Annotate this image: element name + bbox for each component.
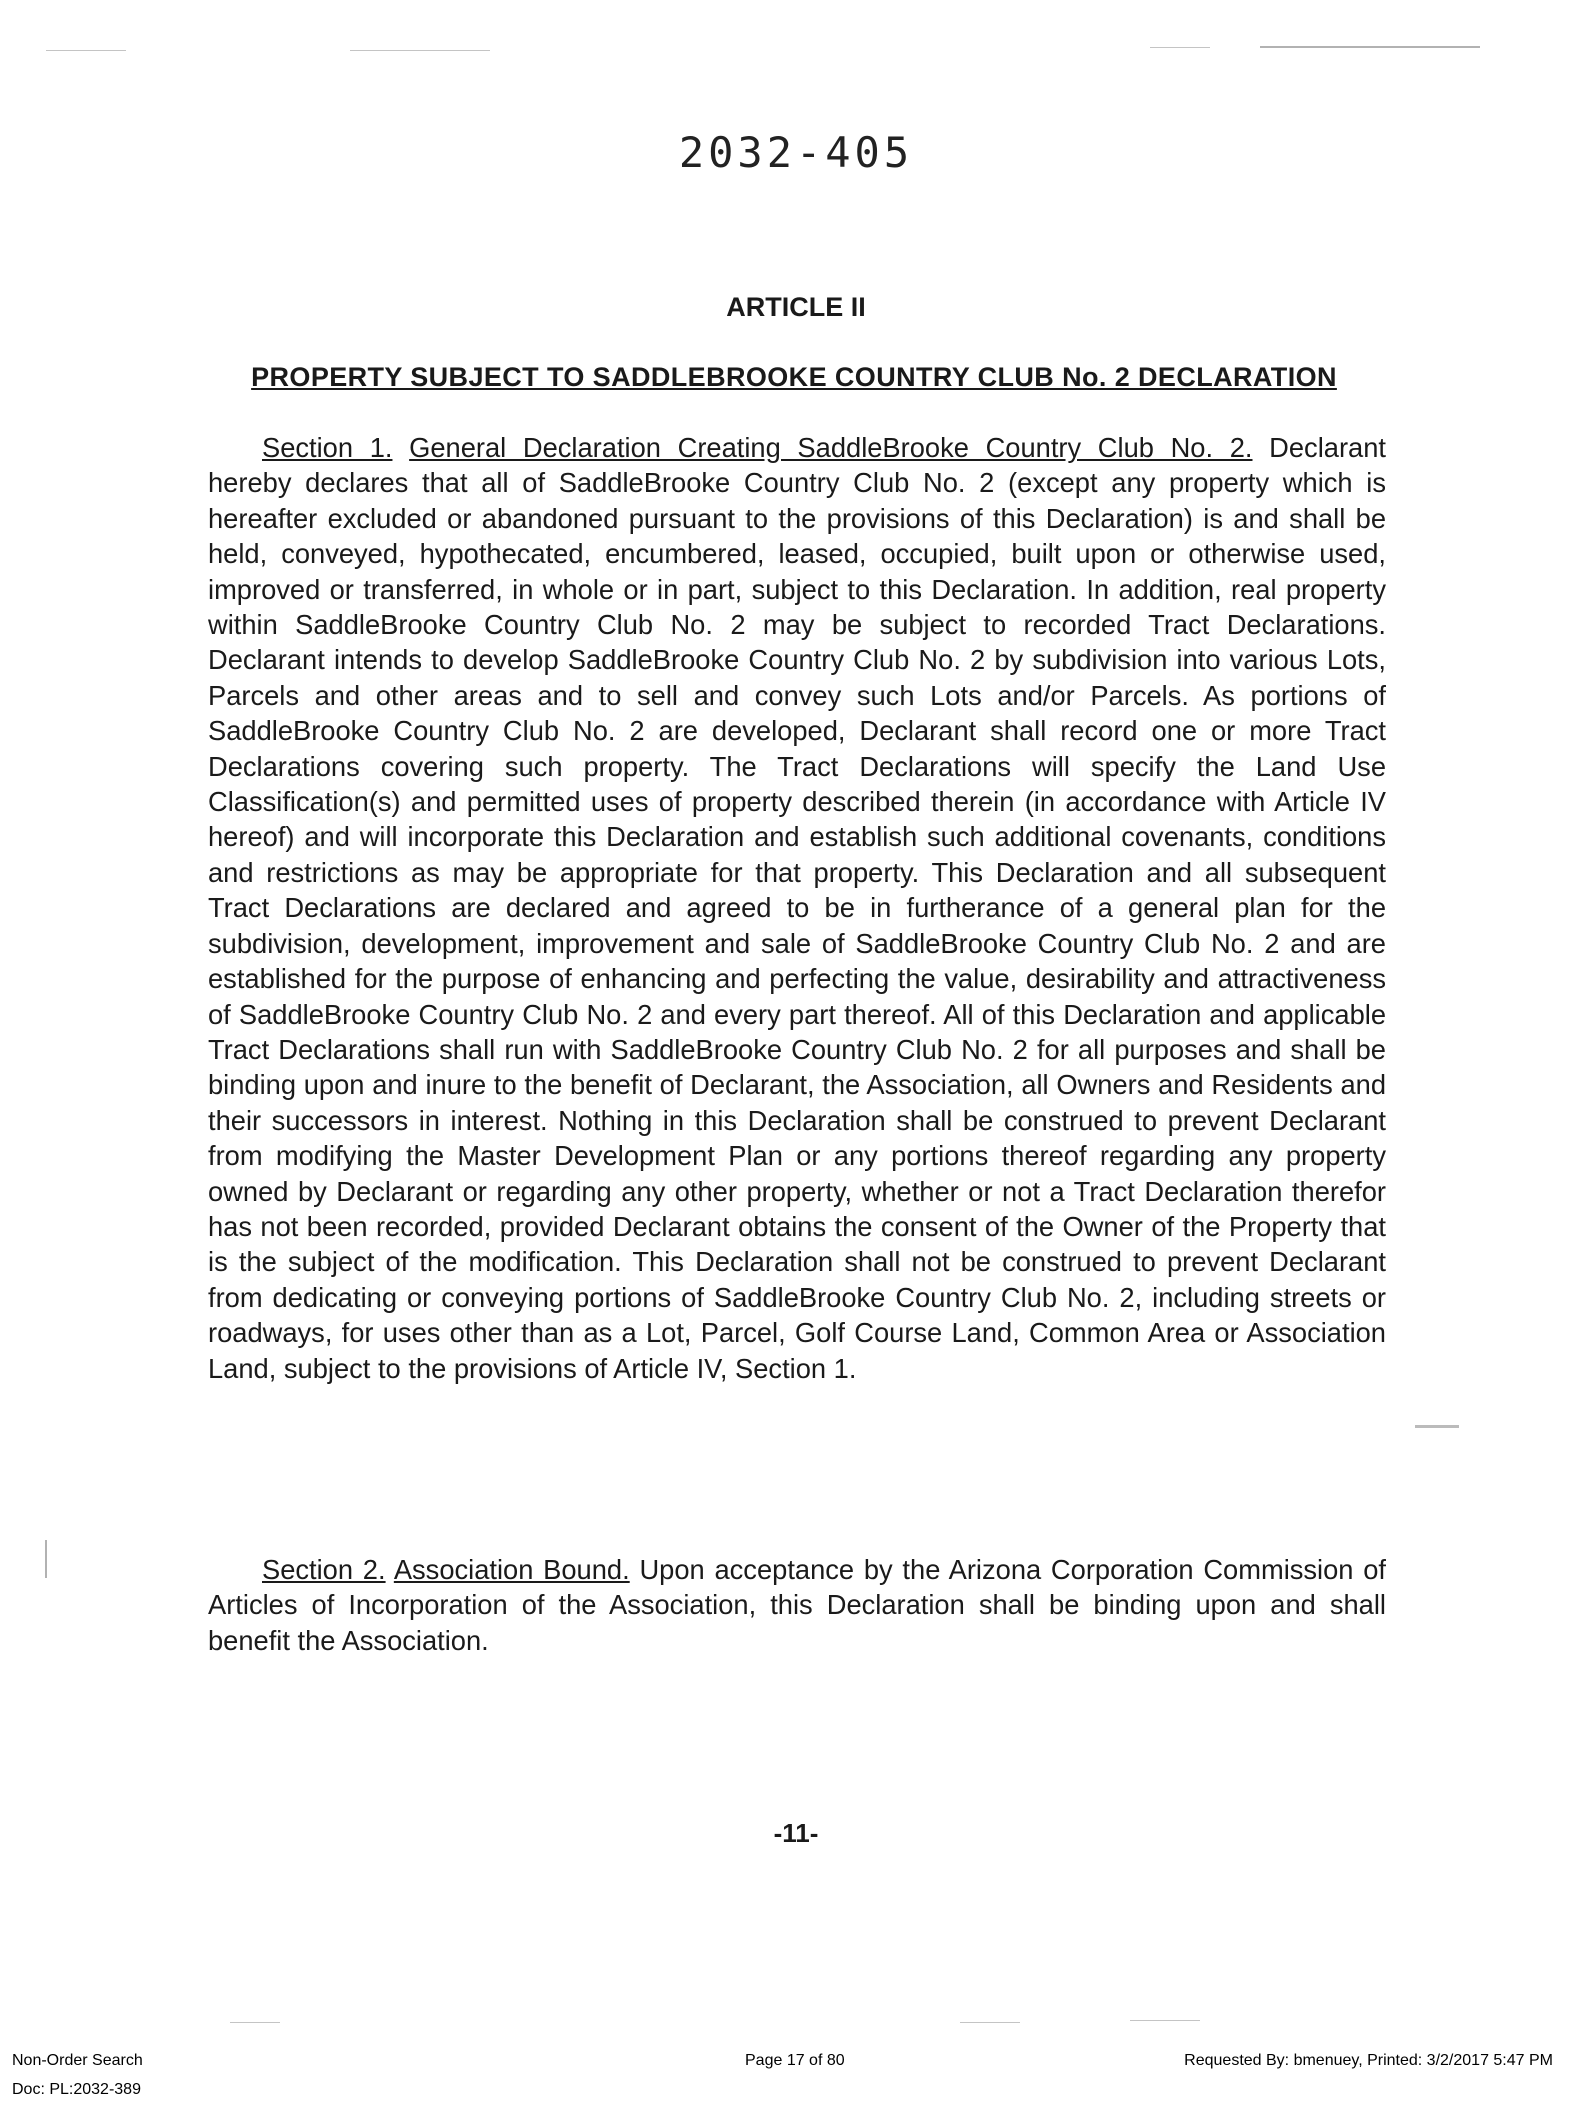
- page-number: -11-: [773, 1818, 819, 1848]
- article-title: PROPERTY SUBJECT TO SADDLEBROOKE COUNTRY CLUB No. 2 DECLARATION: [251, 362, 1337, 392]
- section-1-title: General Declaration Creating SaddleBrooke Country Club No. 2.: [409, 432, 1253, 463]
- section-1-text: Declarant hereby declares that all of SaddleBrooke Country Club No. 2 (except any property which is hereafter excluded or abandoned pursuant to the provisions of this Declaration) is and shall be held, conveyed, hypothecated, encumbered, leased, occupied, built upon or otherwise used, improved or transferred, in whole or in part, subject to this Declaration. In addition, real property within SaddleBrooke Country Club No. 2 may be subject to recorded Tract Declarations. Declarant intends to develop SaddleBrooke Country Club No. 2 by subdivision into various Lots, Parcels and other areas and to sell and convey such Lots and/or Parcels. As portions of SaddleBrooke Country Club No. 2 are developed, Declarant shall record one or more Tract Declarations covering such property. The Tract Declarations will specify the Land Use Classification(s) and permitted uses of property described therein (in accordance with Article IV hereof) and will incorporate this Declaration and establish such additional covenants, conditions and restrictions as may be appropriate for that property. This Declaration and all subsequent Tract Declarations are declared and agreed to be in furtherance of a general plan for the subdivision, development, improvement and sale of SaddleBrooke Country Club No. 2 and are established for the purpose of enhancing and perfecting the value, desirability and attractiveness of SaddleBrooke Country Club No. 2 and every part thereof. All of this Declaration and applicable Tract Declarations shall run with SaddleBrooke Country Club No. 2 for all purposes and shall be binding upon and inure to the benefit of Declarant, the Association, all Owners and Residents and their successors in interest. Nothing in this Declaration shall be construed to prevent Declarant from modifying the Master Development Plan or any portions thereof regarding any property owned by Declarant or regarding any other property, whether or not a Tract Declaration therefor has not been recorded, provided Declarant obtains the consent of the Owner of the Property that is the subject of the modification. This Declaration shall not be construed to prevent Declarant from dedicating or conveying portions of SaddleBrooke Country Club No. 2, including streets or roadways, for uses other than as a Lot, Parcel, Golf Course Land, Common Area or Association Land, subject to the provisions of Article IV, Section 1.: [208, 432, 1386, 1384]
- document-number: 2032-405: [678, 128, 914, 177]
- section-2-paragraph: [208, 1552, 1386, 1658]
- section-1-label: Section 1.: [262, 432, 393, 463]
- footer-page-info: Page 17 of 80: [745, 2052, 845, 2069]
- article-heading: ARTICLE II: [726, 292, 866, 322]
- footer-requested-by: Requested By: bmenuey, Printed: 3/2/2017 5:47 PM: [1184, 2052, 1553, 2069]
- footer-search-type: Non-Order Search: [12, 2052, 143, 2069]
- scan-noise: [230, 2022, 280, 2023]
- section-2-title: Association Bound.: [393, 1554, 630, 1585]
- section-1-paragraph: [208, 430, 1386, 1386]
- scan-noise: [350, 50, 490, 51]
- section-2-text: Upon acceptance by the Arizona Corporation Commission of Articles of Incorporation of the Association, this Declaration shall be binding upon and shall benefit the Association.: [208, 1554, 1386, 1656]
- scan-noise: [1130, 2020, 1200, 2021]
- scan-noise: [960, 2022, 1020, 2023]
- scan-noise: [1150, 47, 1210, 48]
- scan-noise: [46, 50, 126, 51]
- scan-noise: [1415, 1425, 1459, 1428]
- section-2-label: Section 2.: [262, 1554, 386, 1585]
- scan-noise: [45, 1540, 47, 1578]
- footer-doc-reference: Doc: PL:2032-389: [12, 2081, 141, 2098]
- scan-noise: [1260, 46, 1480, 48]
